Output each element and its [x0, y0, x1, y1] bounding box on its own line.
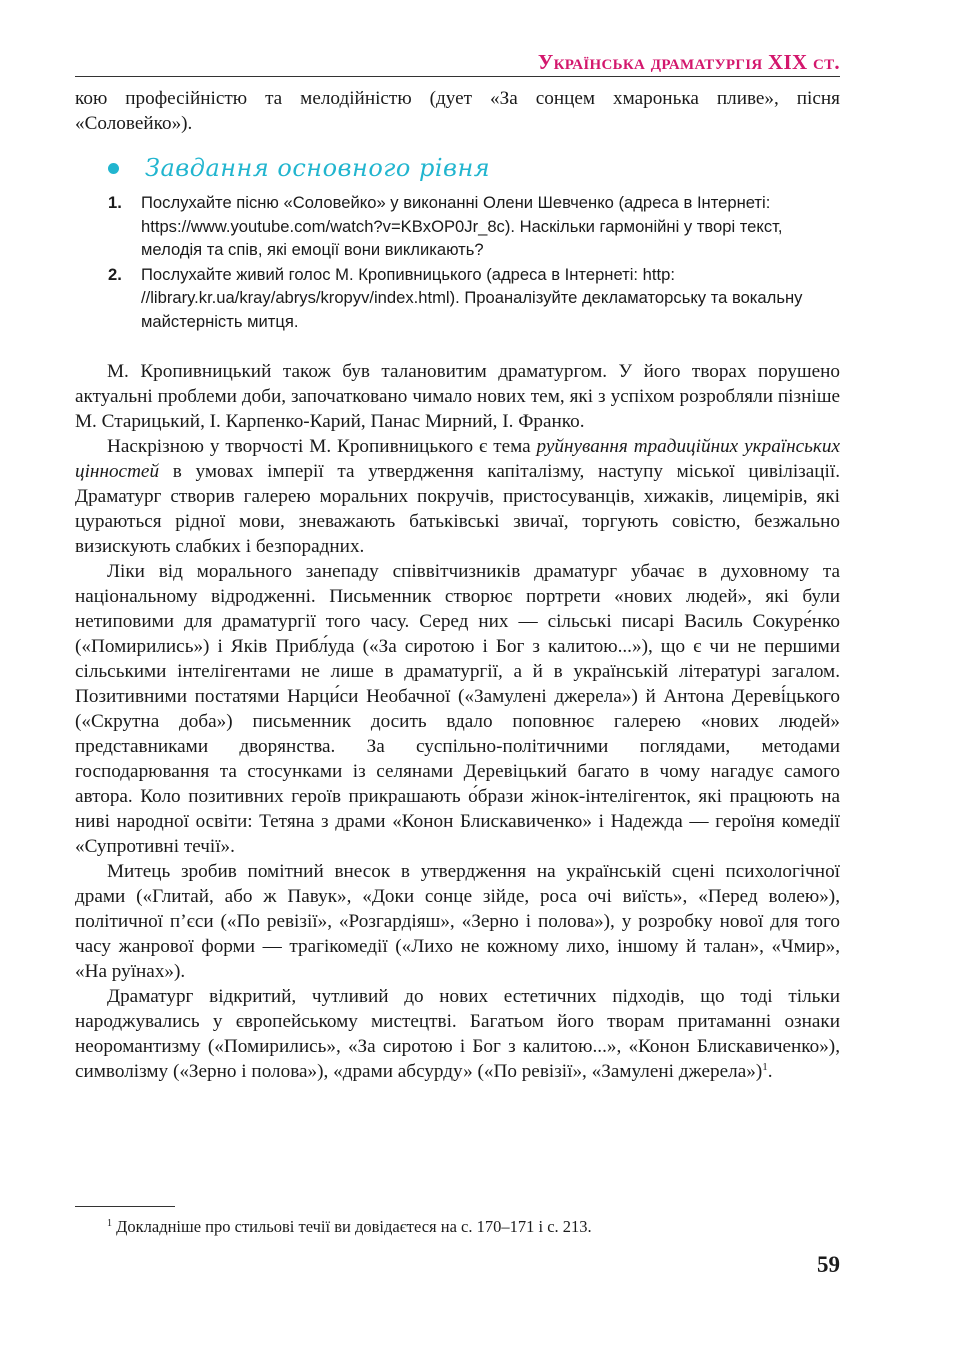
header-title: Українська драматургія XIX ст. [537, 50, 840, 74]
page-content [75, 86, 840, 1084]
bullet-icon [108, 163, 119, 174]
footnote-text: Докладніше про стильові течії ви довідаєтеся на с. 170–171 і с. 213. [112, 1217, 592, 1236]
task-text: Послухайте пісню «Соловейко» у виконанні Олени Шевченко (адреса в Інтернеті: https://www.youtube.com/watch?v=KBxOP0Jr_8c). Наскільки гармонійні у творі текст, мелодія та спів, які емоції вони викликають? [141, 193, 783, 259]
paragraph-2-emphasis: руйнування традиційних українських цінностей [75, 436, 840, 482]
task-text: Послухайте живий голос М. Кропивницького (адреса в Інтернеті: http: //library.kr.ua/kray/abrys/kropyv/index.html). Проаналізуйте декламаторську та вокальну майстерність митця. [141, 264, 803, 331]
paragraph-1: М. Кропивницький також був талановитим драматургом. У його творах порушено актуальні проблеми доби, започатковано чимало нових тем, які з успіхом розробляли пізніше М. Старицький, І. Карпенко-Карий, Панас Мирний, І. Франко. [75, 361, 840, 432]
paragraph-5-end: . [767, 1061, 773, 1082]
task-item [75, 263, 840, 334]
tasks-heading [108, 153, 840, 183]
running-header [75, 46, 840, 77]
intro-paragraph: кою професійністю та мелодійністю (дует «За сонцем хмаронька пливе», пісня «Соловейко»). [75, 88, 840, 134]
paragraph-5 [75, 984, 840, 1084]
paragraph-5-text: Драматург відкритий, чутливий до нових естетичних підходів, що тоді тільки народжувались у європейському мистецтві. Багатьом його творам притаманні ознаки неоромантизму («Помирились», «За сиротою і Бог з калитою...», «Конон Блискавиченко»), символізму («Зерно і полова»), «драми абсурду» («По ревізії», «Замулені джерела») [75, 986, 840, 1082]
paragraph-4: Митець зробив помітний внесок в утвердження на українській сцені психологічної драми («Глитай, або ж Павук», «Доки сонце зійде, роса очі виїсть», «Перед волею»), політичної п’єси («По ревізії», «Розгардіяш», «Зерно і полова»), у розробку нової для того часу жанрової форми — трагікомедії («Лихо не кожному лихо, іншому й талан», «Чмир», «На руїнах»). [75, 861, 840, 982]
task-item [75, 191, 840, 262]
paragraph-2-end: в умовах імперії та утвердження капіталізму, наступу міської цивілізації. Драматург створив галерею моральних покручів, пристосуванців, хижаків, лицемірів, які цураються рідної мови, зневажають батьківські звичаї, торгують совістю, безжально визискують слабких і безпорадних. [75, 461, 840, 557]
footnote-divider [75, 1206, 175, 1207]
paragraph-2-start: Наскрізною у творчості М. Кропивницького є тема [107, 436, 537, 457]
task-list [75, 191, 840, 333]
footnote-marker: 1 [107, 1218, 112, 1229]
paragraph-2 [75, 434, 840, 559]
task-number: 2. [108, 264, 122, 284]
tasks-title: Завдання основного рівня [145, 153, 491, 182]
footnote [107, 1213, 592, 1238]
paragraph-3: Ліки від морального занепаду співвітчизників драматург убачає в духовному та національному відродженні. Письменник створює портрети «нових людей», які були нетиповими для драматургії того часу. Серед них — сільські писарі Василь Сокуре́нко («Помирились») і Яків Прибл́уда («За сиротою і Бог з калитою...»), що є чи не першими сільськими інтелігентами не лише в драматургії, а й в українській літературі загалом. Позитивними постатями Нарци́си Необачної («Замулені джерела») й Антона Дереві́цького («Скрутна доба») письменник досить вдало поповнює галерею «нових людей» представниками дворянства. За суспільно-політичними поглядами, методами господарювання та стосунками із селянами Деревіцький багато в чому нагадує самого автора. Коло позитивних героїв прикрашають о́брази жінок-інтелігенток, які працюють на ниві народної освіти: Тетяна з драми «Конон Блискавиченко» і Надежда — героїня комедії «Супротивні течії». [75, 561, 840, 857]
footnote-reference[interactable]: 1 [762, 1061, 768, 1073]
page-number: 59 [817, 1252, 840, 1277]
task-number: 1. [108, 193, 122, 212]
